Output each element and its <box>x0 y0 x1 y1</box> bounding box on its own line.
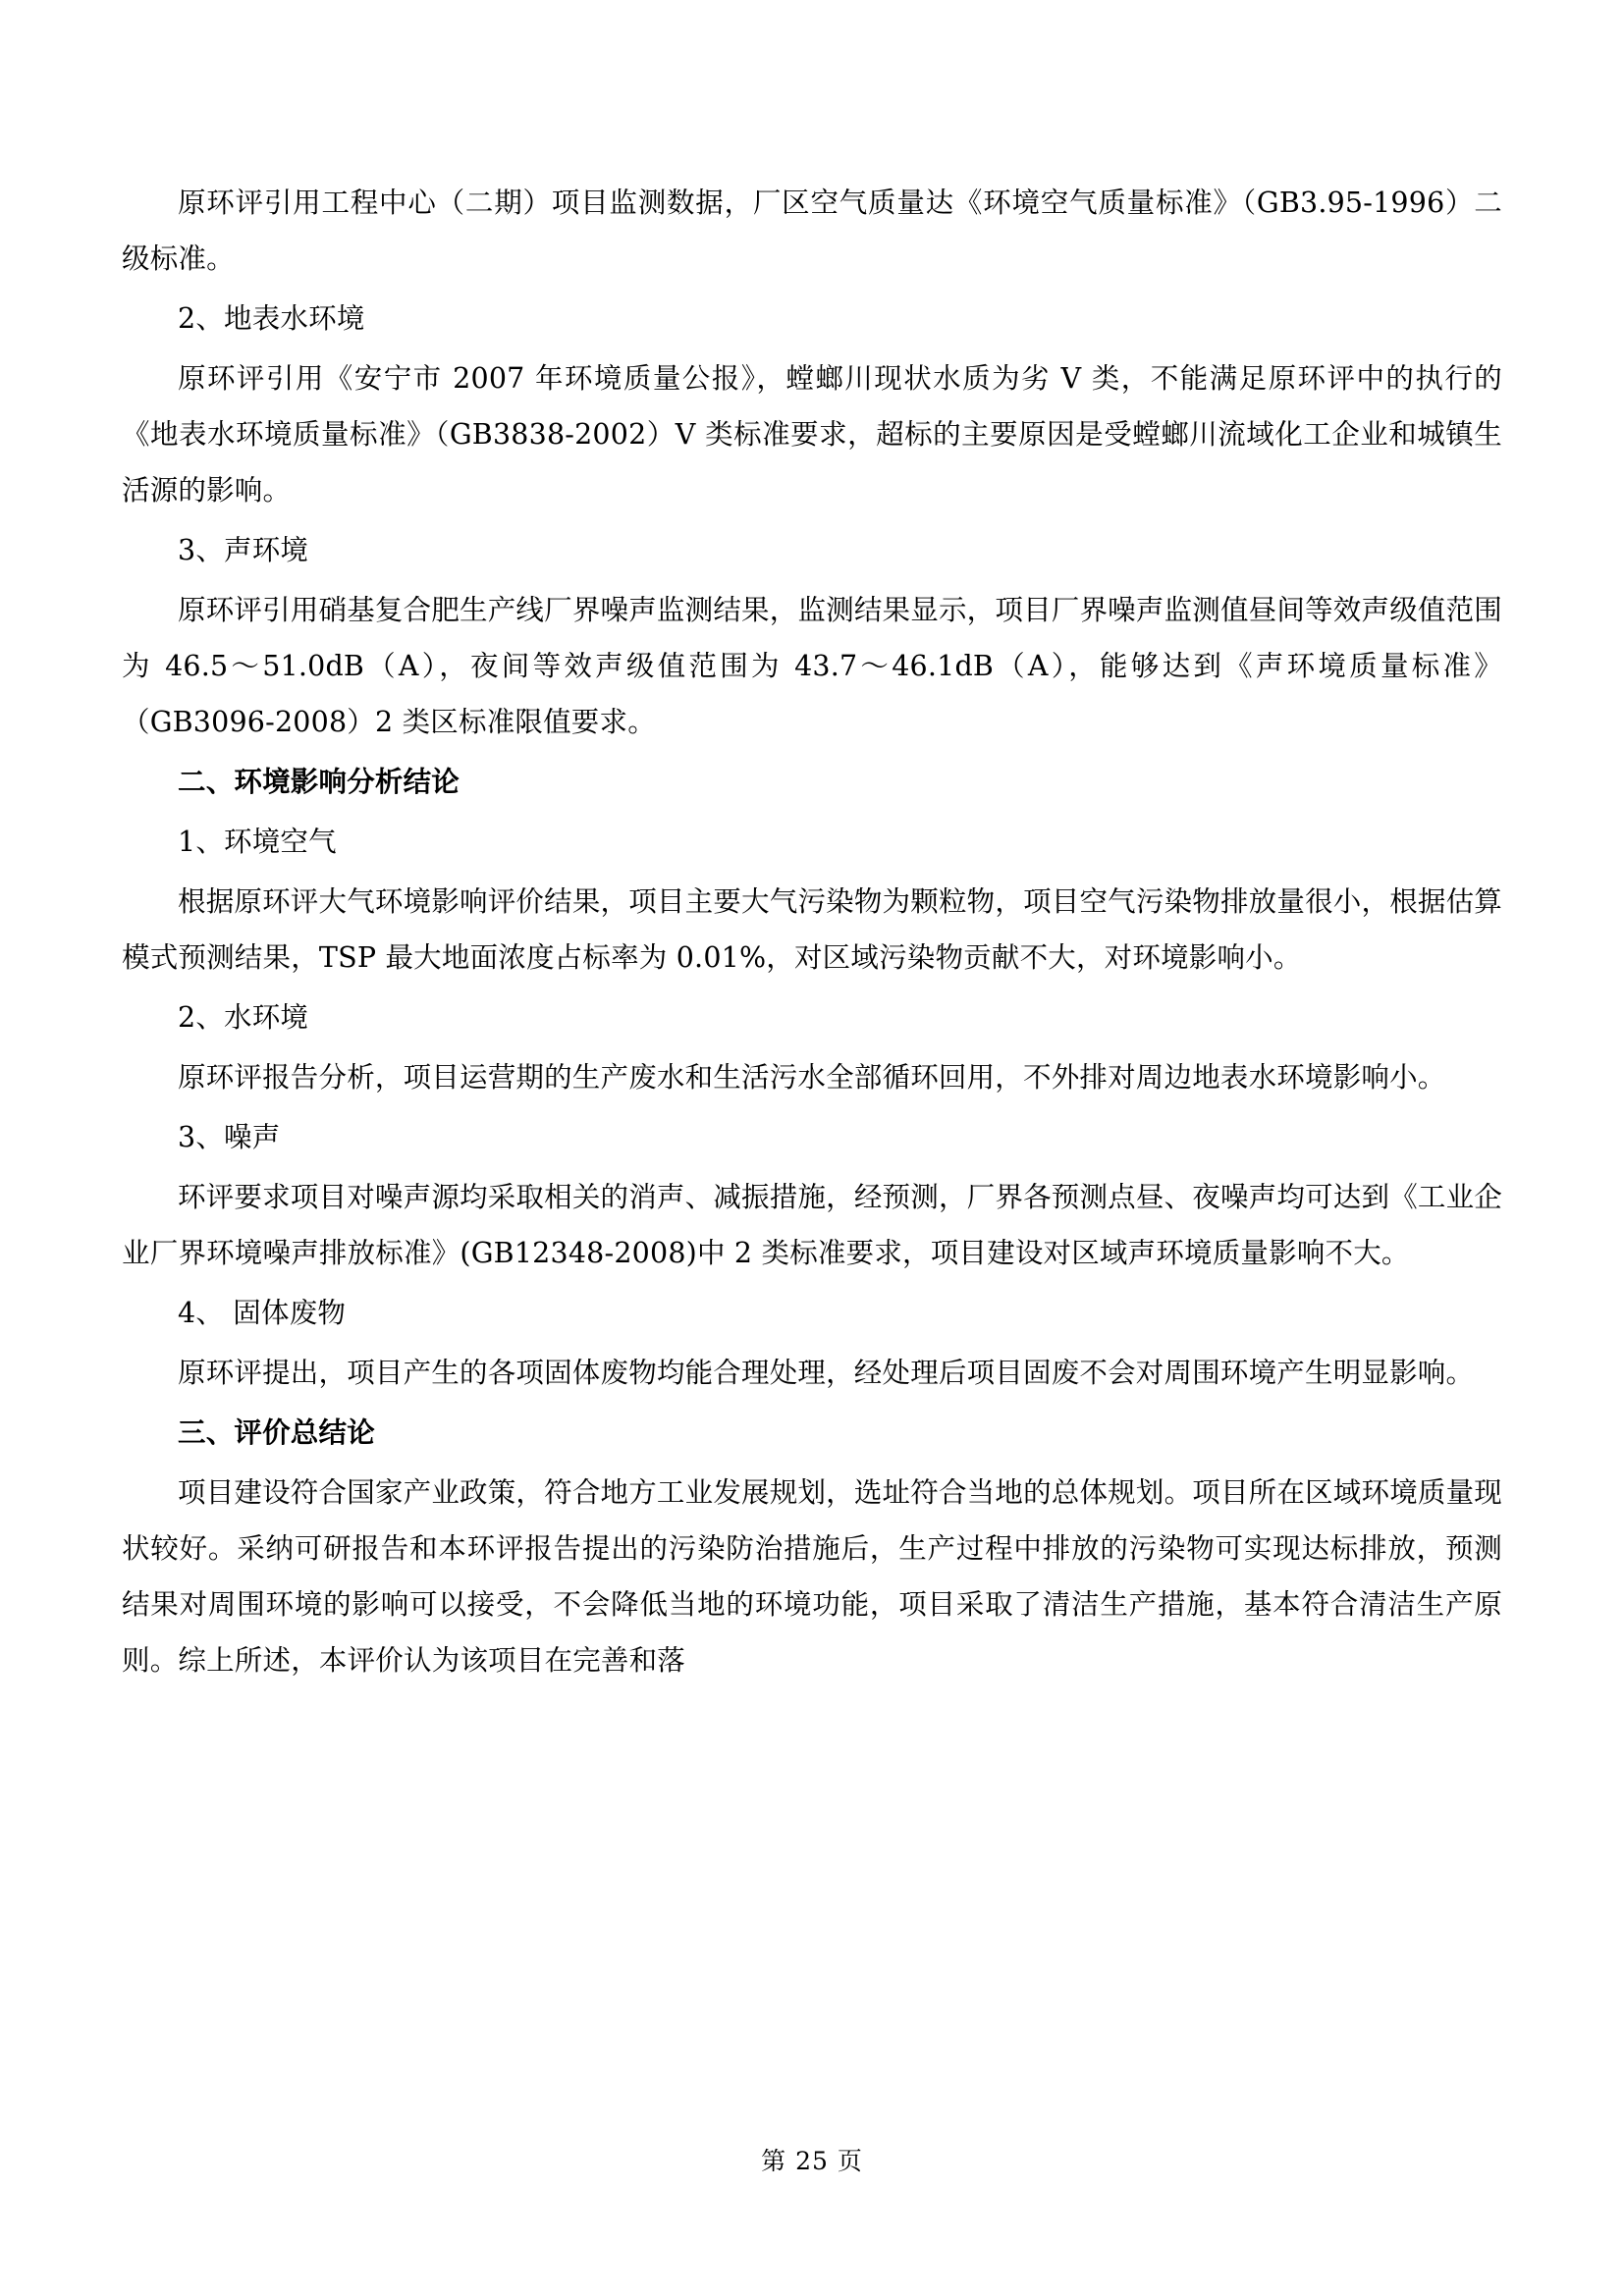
paragraph: 1、环境空气 <box>178 826 337 858</box>
paragraph: 环评要求项目对噪声源均采取相关的消声、减振措施，经预测，厂界各预测点昼、夜噪声均可达到《工业企业厂界环境噪声排放标准》(GB12348-2008)中 2 类标准要求，项目建设对区域声环境质量影响不大。 <box>122 1181 1502 1269</box>
paragraph: 2、水环境 <box>178 1001 309 1034</box>
paragraph: 原环评引用工程中心（二期）项目监测数据，厂区空气质量达《环境空气质量标准》（GB3.95-1996）二级标准。 <box>122 187 1502 275</box>
section-heading: 三、评价总结论 <box>178 1415 375 1449</box>
document-body <box>122 175 1502 1692</box>
paragraph: 根据原环评大气环境影响评价结果，项目主要大气污染物为颗粒物，项目空气污染物排放量很小，根据估算模式预测结果，TSP 最大地面浓度占标率为 0.01%，对区域污染物贡献不大，对环境影响小。 <box>122 885 1502 974</box>
paragraph: 2、地表水环境 <box>178 302 365 335</box>
paragraph: 3、噪声 <box>178 1121 281 1153</box>
paragraph: 原环评报告分析，项目运营期的生产废水和生活污水全部循环回用，不外排对周边地表水环境影响小。 <box>178 1061 1446 1094</box>
paragraph: 原环评引用硝基复合肥生产线厂界噪声监测结果，监测结果显示，项目厂界噪声监测值昼间等效声级值范围为 46.5～51.0dB（A），夜间等效声级值范围为 43.7～46.1dB（A），能够达到《声环境质量标准》（GB3096-2008）2 类区标准限值要求。 <box>122 594 1502 738</box>
paragraph: 3、声环境 <box>178 534 309 566</box>
section-heading: 二、环境影响分析结论 <box>178 765 460 798</box>
paragraph: 4、 固体废物 <box>178 1297 347 1329</box>
paragraph: 原环评提出，项目产生的各项固体废物均能合理处理，经处理后项目固废不会对周围环境产生明显影响。 <box>178 1357 1475 1389</box>
paragraph: 原环评引用《安宁市 2007 年环境质量公报》，螳螂川现状水质为劣 V 类，不能满足原环评中的执行的《地表水环境质量标准》（GB3838-2002）V 类标准要求，超标的主要原因是受螳螂川流域化工企业和城镇生活源的影响。 <box>122 362 1502 507</box>
page-footer: 第 25 页 <box>761 2147 863 2175</box>
paragraph: 项目建设符合国家产业政策，符合地方工业发展规划，选址符合当地的总体规划。项目所在区域环境质量现状较好。采纳可研报告和本环评报告提出的污染防治措施后，生产过程中排放的污染物可实现达标排放，预测结果对周围环境的影响可以接受，不会降低当地的环境功能，项目采取了清洁生产措施，基本符合清洁生产原则。综上所述，本评价认为该项目在完善和落 <box>122 1476 1502 1677</box>
